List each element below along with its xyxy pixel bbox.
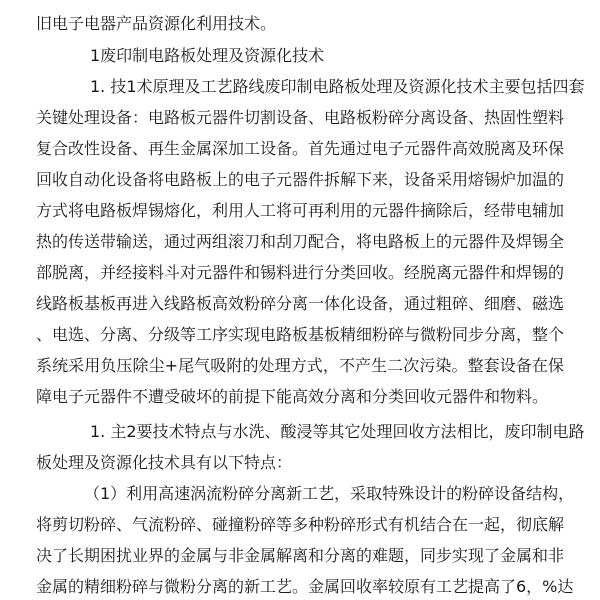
paragraph-line: 障电子元器件不遭受破坏的前提下能高效分离和分类回收元器件和物料。 [36, 387, 549, 406]
paragraph-line: 关键处理设备：电路板元器件切割设备、电路板粉碎分离设备、热固性塑料 [36, 108, 565, 127]
paragraph-line: 部脱离，并经接料斗对元器件和锡料进行分类回收。经脱离元器件和焊锡的 [36, 263, 565, 282]
paragraph-line: 回收自动化设备将电路板上的电子元器件拆解下来，设备采用熔锡炉加温的 [36, 170, 565, 189]
section-heading: 1废印制电路板处理及资源化技术 [90, 46, 325, 65]
paragraph-line: 、电选、分离、分级等工序实现电路板基板精细粉碎与微粉同步分离，整个 [36, 325, 565, 344]
paragraph-line: 复合改性设备、再生金属深加工设备。首先通过电子元器件高效脱离及环保 [36, 139, 565, 158]
paragraph-line: 方式将电路板焊锡熔化，利用人工将可再利用的元器件摘除后，经带电辅加 [36, 201, 565, 220]
text-line: 旧电子电器产品资源化利用技术。 [36, 14, 277, 33]
paragraph-line: 1. 技1术原理及工艺路线废印制电路板处理及资源化技术主要包括四套 [90, 77, 585, 96]
paragraph-line: 金属的精细粉碎与微粉分离的新工艺。金属回收率较原有工艺提高了6，%达 [36, 577, 574, 596]
paragraph-line: 系统采用负压除尘+尾气吸附的处理方式，不产生二次污染。整套设备在保 [36, 356, 564, 375]
paragraph-line: 板处理及资源化技术具有以下特点： [36, 453, 293, 472]
paragraph-line: 线路板基板再进入线路板高效粉碎分离一体化设备，通过粗碎、细磨、磁选 [36, 294, 565, 313]
paragraph-line: 将剪切粉碎、气流粉碎、碰撞粉碎等多种粉碎形式有机结合在一起，彻底解 [36, 515, 565, 534]
paragraph-line: 热的传送带输送，通过两组滚刀和刮刀配合，将电路板上的元器件及焊锡全 [36, 232, 565, 251]
paragraph-line: 1. 主2要技术特点与水洗、酸浸等其它处理回收方法相比，废印制电路 [90, 422, 585, 441]
paragraph-line: 决了长期困扰业界的金属与非金属解离和分离的难题，同步实现了金属和非 [36, 546, 565, 565]
paragraph-line: （1）利用高速涡流粉碎分离新工艺，采取特殊设计的粉碎设备结构， [84, 484, 575, 503]
